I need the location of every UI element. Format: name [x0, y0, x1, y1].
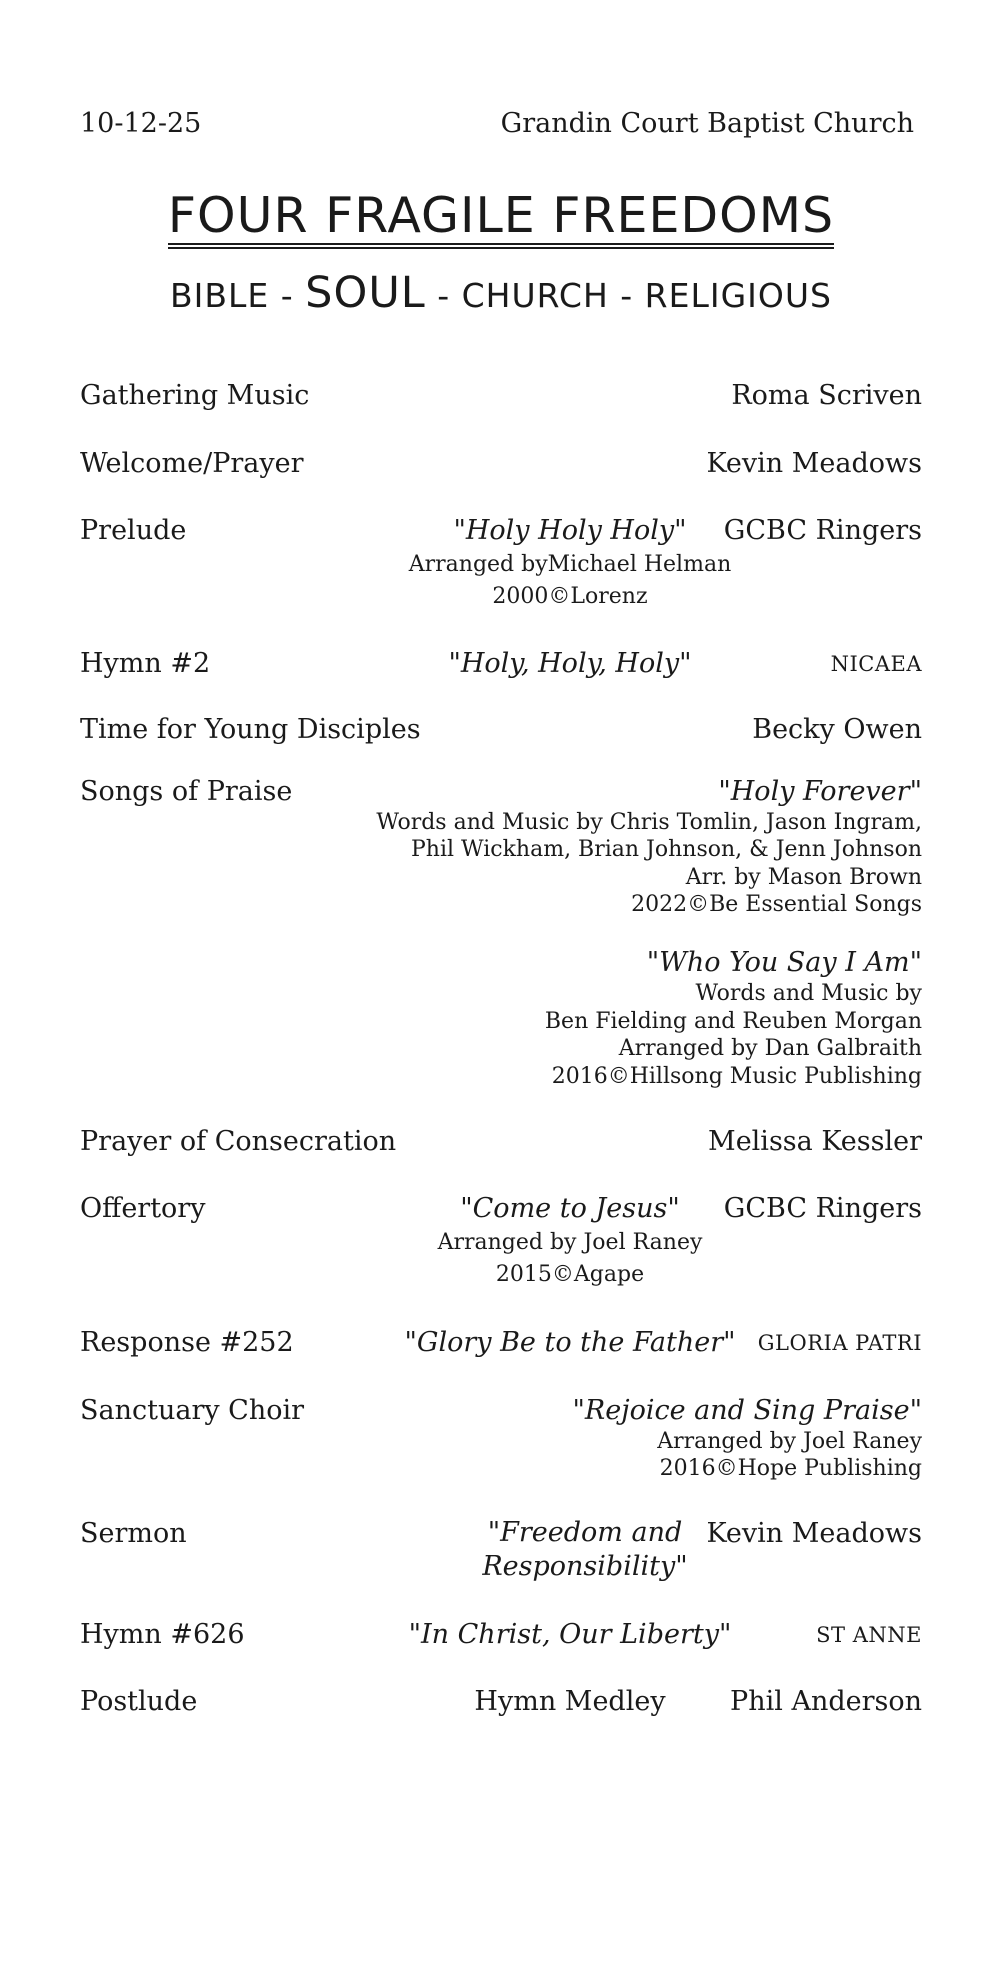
hymn-626-label: Hymn #626 — [80, 1619, 245, 1650]
offertory-arranger: Arranged by Joel Raney — [437, 1230, 703, 1255]
prelude-person: GCBC Ringers — [723, 515, 922, 546]
hymn-2-label: Hymn #2 — [80, 648, 211, 679]
sermon-label: Sermon — [80, 1518, 187, 1549]
offertory-copyright: 2015©Agape — [495, 1262, 645, 1287]
song-2-arranger: Arranged by Dan Galbraith — [618, 1036, 922, 1061]
prelude-row — [80, 513, 922, 613]
sermon-title-line-1: "Freedom and — [487, 1517, 683, 1548]
hymn-626-title: "In Christ, Our Liberty" — [408, 1619, 732, 1650]
hymn-626-tune: ST ANNE — [816, 1623, 922, 1647]
choir-copyright: 2016©Hope Publishing — [659, 1456, 922, 1481]
gathering-person: Roma Scriven — [731, 380, 922, 411]
postlude-person: Phil Anderson — [730, 1686, 922, 1717]
song-2-title: "Who You Say I Am" — [646, 947, 922, 978]
young-disciples-person: Becky Owen — [752, 714, 922, 745]
song-1-copyright: 2022©Be Essential Songs — [631, 892, 922, 917]
offertory-row — [80, 1191, 922, 1291]
sermon-person: Kevin Meadows — [706, 1518, 922, 1549]
response-title: "Glory Be to the Father" — [404, 1327, 736, 1358]
title-text: FOUR FRAGILE FREEDOMS — [168, 191, 834, 249]
offertory-label: Offertory — [80, 1193, 206, 1224]
song-1-arranger: Arr. by Mason Brown — [685, 865, 922, 890]
series-subtitle — [80, 270, 922, 319]
song-2-credits-line: Ben Fielding and Reuben Morgan — [544, 1009, 922, 1034]
welcome-label: Welcome/Prayer — [80, 448, 304, 479]
subtitle-part1: BIBLE - — [170, 276, 306, 315]
offertory-person: GCBC Ringers — [723, 1193, 922, 1224]
service-date: 10-12-25 — [80, 108, 202, 139]
hymn-2-tune: NICAEA — [830, 652, 922, 676]
consecration-person: Melissa Kessler — [708, 1126, 922, 1157]
sermon-series-title — [80, 188, 922, 249]
response-label: Response #252 — [80, 1327, 294, 1358]
songs-of-praise-label: Songs of Praise — [80, 776, 293, 807]
sermon-title-line-2: Responsibility" — [482, 1551, 688, 1582]
choir-label: Sanctuary Choir — [80, 1395, 305, 1426]
prelude-arranger: Arranged byMichael Helman — [408, 552, 732, 577]
welcome-person: Kevin Meadows — [706, 448, 922, 479]
young-disciples-label: Time for Young Disciples — [80, 714, 421, 745]
song-2-credits-line: Words and Music by — [695, 981, 922, 1006]
header — [80, 108, 922, 144]
hymn-2-title: "Holy, Holy, Holy" — [448, 648, 692, 679]
song-1-credits-line: Words and Music by Chris Tomlin, Jason Ingram, — [376, 810, 922, 835]
postlude-label: Postlude — [80, 1686, 198, 1717]
song-2-copyright: 2016©Hillsong Music Publishing — [551, 1064, 922, 1089]
church-name: Grandin Court Baptist Church — [500, 108, 914, 139]
sanctuary-choir-row — [80, 1393, 922, 1493]
sermon-row — [80, 1516, 922, 1588]
song-1-credits-line: Phil Wickham, Brian Johnson, & Jenn Johnson — [410, 837, 922, 862]
response-tune: GLORIA PATRI — [757, 1331, 922, 1355]
choir-arranger: Arranged by Joel Raney — [657, 1429, 922, 1454]
offertory-title: "Come to Jesus" — [460, 1193, 680, 1224]
songs-of-praise-row — [80, 774, 922, 1104]
postlude-title: Hymn Medley — [474, 1686, 666, 1717]
subtitle-part2: - CHURCH - RELIGIOUS — [425, 276, 832, 315]
consecration-label: Prayer of Consecration — [80, 1126, 397, 1157]
song-1-title: "Holy Forever" — [718, 776, 922, 807]
gathering-label: Gathering Music — [80, 380, 310, 411]
prelude-label: Prelude — [80, 515, 187, 546]
prelude-title: "Holy Holy Holy" — [453, 515, 687, 546]
prelude-copyright: 2000©Lorenz — [492, 584, 648, 609]
choir-title: "Rejoice and Sing Praise" — [572, 1395, 922, 1426]
subtitle-soul: SOUL — [305, 268, 426, 318]
bulletin-page — [80, 0, 922, 1962]
